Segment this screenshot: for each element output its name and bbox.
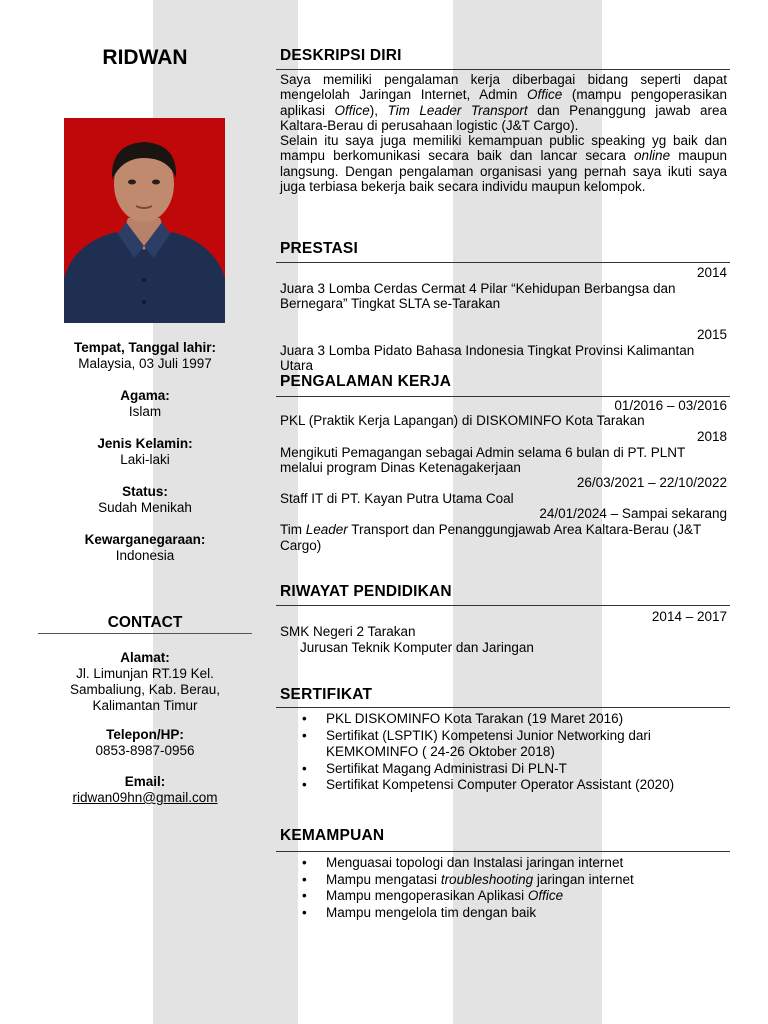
- address-line: Jl. Limunjan RT.19 Kel.: [76, 666, 214, 681]
- nationality-value: Indonesia: [115, 548, 175, 563]
- address-label: Alamat:: [120, 650, 170, 665]
- address-info: [38, 650, 252, 714]
- text-run: Office: [334, 102, 370, 118]
- job-description: PKL (Praktik Kerja Lapangan) di DISKOMINFO Kota Tarakan: [280, 413, 645, 428]
- list-item: [280, 872, 727, 889]
- religion-label: Agama:: [120, 388, 170, 403]
- section-divider: [276, 262, 730, 263]
- birth-label: Tempat, Tanggal lahir:: [73, 340, 216, 355]
- marital-status-value: Sudah Menikah: [98, 500, 192, 515]
- profile-name: RIDWAN: [102, 46, 188, 69]
- text-run: Office: [527, 888, 564, 903]
- education-school: SMK Negeri 2 Tarakan: [280, 624, 416, 639]
- section-divider: [276, 396, 730, 397]
- phone-info: [38, 727, 252, 759]
- achievement-text: Juara 3 Lomba Cerdas Cermat 4 Pilar “Kehidupan Berbangsa dan: [280, 281, 676, 296]
- education-years: 2014 – 2017: [651, 609, 727, 624]
- job-date: 01/2016 – 03/2016: [614, 398, 727, 413]
- list-item: [280, 888, 727, 905]
- section-heading-prestasi: PRESTASI: [280, 240, 358, 257]
- marital-status-label: Status:: [122, 484, 168, 499]
- gender-info: [38, 436, 252, 468]
- text-run: Leader: [305, 522, 348, 537]
- person-portrait-icon: [64, 118, 225, 323]
- text-run: Transport dan Penanggungjawab Area Kaltara-Berau (J&T: [347, 522, 702, 537]
- list-item: • PKL DISKOMINFO Kota Tarakan (19 Maret 2016): [280, 711, 727, 728]
- profile-photo: [64, 118, 225, 323]
- text-run: maupun langsung. Dengan pengalaman organisasi yang pernah saya ikuti saya juga terbiasa bekerja baik secara individu maupun kelompok.: [280, 148, 727, 195]
- text-run: Menguasai topologi dan Instalasi jaringan internet: [326, 855, 624, 870]
- gender-value: Laki-laki: [120, 452, 170, 467]
- nationality-label: Kewarganegaraan:: [84, 532, 206, 547]
- text-run: Mampu mengelola tim dengan baik: [326, 904, 537, 920]
- job-date: 26/03/2021 – 22/10/2022: [576, 475, 727, 490]
- section-divider: [276, 69, 730, 70]
- text-run: dan Penanggung jawab area Kaltara-Berau di perusahaan logistic (J&T Cargo).: [280, 102, 727, 133]
- job-description: Staff IT di PT. Kayan Putra Utama Coal: [280, 491, 514, 506]
- list-item: • Sertifikat Kompetensi Computer Operator Assistant (2020): [280, 777, 727, 794]
- list-item: • Sertifikat (LSPTIK) Kompetensi Junior Networking dari KEMKOMINFO ( 24-26 Oktober 2018): [280, 728, 727, 761]
- religion-info: [38, 388, 252, 420]
- text-run: Selain itu saya juga memiliki kemampuan public speaking yg baik dan mampu berkomunikasi secara baik dan lancar secara: [280, 133, 727, 164]
- text-run: online: [634, 148, 671, 164]
- job-date: 24/01/2024 – Sampai sekarang: [539, 506, 727, 521]
- address-line: Kalimantan Timur: [92, 698, 198, 713]
- achievement-text: Juara 3 Lomba Pidato Bahasa Indonesia Tingkat Provinsi Kalimantan: [280, 343, 695, 358]
- text-run: Office: [526, 87, 563, 103]
- section-divider: [276, 605, 730, 606]
- phone-label: Telepon/HP:: [106, 727, 184, 742]
- text-run: ),: [369, 102, 388, 118]
- job-description: Mengikuti Pemagangan sebagai Admin selama 6 bulan di PT. PLNT: [280, 445, 686, 460]
- contact-heading: CONTACT: [107, 614, 183, 631]
- text-run: Tim Leader Transport: [387, 102, 528, 118]
- education-major: Jurusan Teknik Komputer dan Jaringan: [300, 640, 534, 655]
- religion-value: Islam: [128, 404, 162, 419]
- text-run: Mampu mengatasi: [326, 871, 441, 887]
- job-date: 2018: [696, 429, 727, 444]
- email-link[interactable]: ridwan09hn@gmail.com: [72, 790, 218, 805]
- section-heading-pendidikan: RIWAYAT PENDIDIKAN: [280, 583, 452, 600]
- birth-info: [38, 340, 252, 372]
- list-item: [280, 855, 727, 872]
- address-line: Sambaliung, Kab. Berau,: [69, 682, 221, 697]
- list-item: [280, 905, 727, 922]
- certificate-list: [280, 711, 727, 794]
- nationality-info: [38, 532, 252, 564]
- section-heading-kemampuan: KEMAMPUAN: [280, 827, 385, 844]
- text-run: Mampu mengoperasikan Aplikasi: [326, 888, 528, 903]
- achievement-year: 2014: [696, 265, 727, 280]
- list-item: • Sertifikat Magang Administrasi Di PLN-T: [280, 761, 727, 778]
- job-description: [280, 522, 727, 538]
- section-divider: [276, 707, 730, 708]
- birth-value: Malaysia, 03 Juli 1997: [78, 356, 212, 371]
- text-run: (mampu pengoperasikan aplikasi: [280, 87, 728, 118]
- section-heading-sertifikat: SERTIFIKAT: [280, 686, 373, 703]
- text-run: jaringan internet: [533, 871, 634, 887]
- job-description: Cargo): [280, 538, 322, 553]
- gender-label: Jenis Kelamin:: [97, 436, 193, 451]
- achievement-text: Bernegara” Tingkat SLTA se-Tarakan: [280, 296, 501, 311]
- achievement-year: 2015: [696, 327, 727, 342]
- skills-list: [280, 855, 727, 921]
- achievement-text: Utara: [280, 358, 314, 373]
- job-description: melalui program Dinas Ketenagakerjaan: [280, 460, 521, 475]
- section-heading-pengalaman: PENGALAMAN KERJA: [280, 373, 452, 390]
- text-run: Saya memiliki pengalaman kerja diberbagai bidang seperti dapat mengelolah Jaringan Internet, Admin: [280, 72, 727, 103]
- description-paragraph: [280, 72, 727, 194]
- section-heading-deskripsi: DESKRIPSI DIRI: [280, 47, 402, 64]
- email-label: Email:: [124, 774, 166, 789]
- email-info: [38, 774, 252, 806]
- section-divider: [276, 851, 730, 852]
- marital-status-info: [38, 484, 252, 516]
- contact-divider: [38, 633, 252, 634]
- text-run: troubleshooting: [440, 871, 534, 887]
- text-run: Tim: [280, 522, 306, 537]
- phone-value: 0853-8987-0956: [95, 743, 195, 758]
